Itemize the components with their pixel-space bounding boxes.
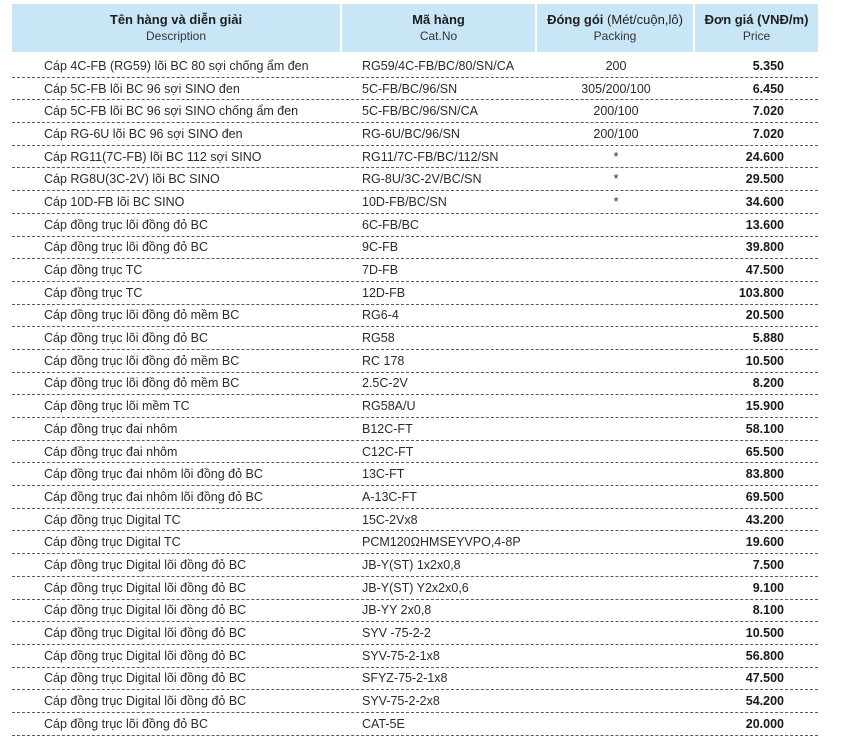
- description-cell: Cáp đồng trục lõi đồng đỏ mềm BC: [44, 308, 240, 323]
- header-packing: [537, 4, 695, 52]
- description-cell: Cáp đồng trục Digital lõi đồng đỏ BC: [44, 603, 247, 618]
- cat-no-cell: CAT-5E: [362, 716, 405, 731]
- cat-no-cell: RG58A/U: [362, 399, 416, 414]
- table-row: [12, 690, 818, 713]
- price-cell: 8.200: [752, 376, 784, 391]
- description-cell: Cáp đồng trục đai nhôm: [44, 444, 178, 459]
- price-cell: 24.600: [745, 149, 784, 164]
- table-row: [12, 259, 818, 282]
- description-cell: Cáp đồng trục lõi đồng đỏ BC: [44, 240, 208, 255]
- cat-no-cell: RG-8U/3C-2V/BC/SN: [362, 172, 482, 187]
- table-row: [12, 214, 818, 237]
- table-row: [12, 395, 818, 418]
- cat-no-cell: 2.5C-2V: [362, 376, 408, 391]
- description-cell: Cáp đồng trục lõi đồng đỏ BC: [44, 217, 208, 232]
- price-cell: 19.600: [745, 535, 784, 550]
- table-row: [12, 282, 818, 305]
- price-cell: 103.800: [738, 285, 784, 300]
- description-cell: Cáp đồng trục Digital TC: [44, 535, 181, 550]
- cat-no-cell: SYV-75-2-2x8: [362, 694, 440, 709]
- price-cell: 6.450: [752, 81, 784, 96]
- cat-no-cell: JB-YY 2x0,8: [362, 603, 432, 618]
- cat-no-cell: C12C-FT: [362, 444, 414, 459]
- table-row: [12, 622, 818, 645]
- cat-no-cell: RG6-4: [362, 308, 399, 323]
- cat-no-cell: SYV-75-2-1x8: [362, 648, 440, 663]
- header-cat-no: [342, 4, 537, 52]
- description-cell: Cáp đồng trục đai nhôm lõi đồng đỏ BC: [44, 489, 263, 504]
- price-cell: 34.600: [745, 194, 784, 209]
- cat-no-cell: RC 178: [362, 353, 405, 368]
- packing-cell: 200: [605, 58, 627, 73]
- price-cell: 20.500: [745, 308, 784, 323]
- table-row: [12, 645, 818, 668]
- table-header: [12, 4, 818, 52]
- description-cell: Cáp đồng trục đai nhôm lõi đồng đỏ BC: [44, 467, 263, 482]
- header-cat-no-title: Mã hàng: [412, 12, 465, 27]
- cat-no-cell: 5C-FB/BC/96/SN: [362, 81, 458, 96]
- table-row: [12, 305, 818, 328]
- table-row: [12, 146, 818, 169]
- price-cell: 39.800: [745, 240, 784, 255]
- cat-no-cell: SYV -75-2-2: [362, 626, 431, 641]
- table-row: [12, 531, 818, 554]
- table-row: [12, 123, 818, 146]
- description-cell: Cáp đồng trục Digital lõi đồng đỏ BC: [44, 557, 247, 572]
- price-cell: 9.100: [752, 580, 784, 595]
- table-row: [12, 418, 818, 441]
- price-cell: 20.000: [745, 716, 784, 731]
- header-packing-title-extra: (Mét/cuộn,lô): [603, 12, 683, 27]
- description-cell: Cáp RG-6U lõi BC 96 sợi SINO đen: [44, 126, 243, 141]
- price-cell: 15.900: [745, 399, 784, 414]
- price-cell: 65.500: [745, 444, 784, 459]
- description-cell: Cáp đồng trục Digital lõi đồng đỏ BC: [44, 648, 247, 663]
- price-cell: 13.600: [745, 217, 784, 232]
- table-row: [12, 509, 818, 532]
- header-packing-title-main: Đóng gói: [547, 12, 604, 27]
- header-packing-title: [547, 11, 683, 28]
- cat-no-cell: JB-Y(ST) 1x2x0,8: [362, 557, 461, 572]
- header-price-subtitle: Price: [742, 29, 771, 43]
- packing-cell: *: [613, 149, 619, 164]
- description-cell: Cáp 5C-FB lõi BC 96 sợi SINO chống ẩm đen: [44, 104, 299, 119]
- price-cell: 29.500: [745, 172, 784, 187]
- table-row: [12, 373, 818, 396]
- cat-no-cell: SFYZ-75-2-1x8: [362, 671, 448, 686]
- table-row: [12, 600, 818, 623]
- table-row: [12, 668, 818, 691]
- cat-no-cell: RG-6U/BC/96/SN: [362, 126, 460, 141]
- header-price: [695, 4, 818, 52]
- cat-no-cell: 5C-FB/BC/96/SN/CA: [362, 104, 479, 119]
- price-cell: 7.020: [752, 126, 784, 141]
- description-cell: Cáp 10D-FB lõi BC SINO: [44, 194, 185, 209]
- price-cell: 10.500: [745, 626, 784, 641]
- header-description-title: Tên hàng và diễn giải: [109, 12, 243, 27]
- price-cell: 10.500: [745, 353, 784, 368]
- header-price-title: Đơn giá (VNĐ/m): [704, 12, 809, 27]
- table-row: [12, 441, 818, 464]
- cat-no-cell: 10D-FB/BC/SN: [362, 194, 447, 209]
- description-cell: Cáp đồng trục TC: [44, 285, 143, 300]
- cat-no-cell: 15C-2Vx8: [362, 512, 418, 527]
- table-row: [12, 554, 818, 577]
- price-cell: 5.350: [752, 58, 784, 73]
- description-cell: Cáp đồng trục Digital lõi đồng đỏ BC: [44, 580, 247, 595]
- price-cell: 7.020: [752, 104, 784, 119]
- price-cell: 47.500: [745, 263, 784, 278]
- cat-no-cell: RG58: [362, 331, 395, 346]
- cat-no-cell: PCM120ΩHMSEYVPO,4-8P: [362, 535, 521, 550]
- header-description-subtitle: Description: [145, 29, 207, 43]
- cat-no-cell: RG59/4C-FB/BC/80/SN/CA: [362, 58, 515, 73]
- table-row: [12, 191, 818, 214]
- description-cell: Cáp đồng trục Digital lõi đồng đỏ BC: [44, 671, 247, 686]
- table-row: [12, 486, 818, 509]
- description-cell: Cáp đồng trục lõi đồng đỏ BC: [44, 331, 208, 346]
- table-row: [12, 100, 818, 123]
- packing-cell: *: [613, 194, 619, 209]
- price-cell: 43.200: [745, 512, 784, 527]
- table-row: [12, 55, 818, 78]
- header-description: [12, 4, 342, 52]
- description-cell: Cáp đồng trục lõi mềm TC: [44, 399, 190, 414]
- description-cell: Cáp RG8U(3C-2V) lõi BC SINO: [44, 172, 220, 187]
- packing-cell: 200/100: [593, 104, 639, 119]
- description-cell: Cáp đồng trục Digital lõi đồng đỏ BC: [44, 626, 247, 641]
- table-row: [12, 463, 818, 486]
- price-list-table: [12, 4, 818, 736]
- cat-no-cell: 13C-FT: [362, 467, 405, 482]
- table-body: [12, 55, 818, 736]
- price-cell: 7.500: [752, 557, 784, 572]
- packing-cell: 200/100: [593, 126, 639, 141]
- table-row: [12, 237, 818, 260]
- cat-no-cell: 7D-FB: [362, 263, 399, 278]
- cat-no-cell: 6C-FB/BC: [362, 217, 419, 232]
- price-cell: 54.200: [745, 694, 784, 709]
- cat-no-cell: 12D-FB: [362, 285, 406, 300]
- packing-cell: 305/200/100: [581, 81, 651, 96]
- description-cell: Cáp đồng trục TC: [44, 263, 143, 278]
- cat-no-cell: JB-Y(ST) Y2x2x0,6: [362, 580, 469, 595]
- table-row: [12, 350, 818, 373]
- price-cell: 58.100: [745, 421, 784, 436]
- cat-no-cell: 9C-FB: [362, 240, 399, 255]
- price-cell: 47.500: [745, 671, 784, 686]
- description-cell: Cáp RG11(7C-FB) lõi BC 112 sợi SINO: [44, 149, 262, 164]
- cat-no-cell: RG11/7C-FB/BC/112/SN: [362, 149, 499, 164]
- description-cell: Cáp đồng trục lõi đồng đỏ BC: [44, 716, 208, 731]
- price-cell: 5.880: [752, 331, 784, 346]
- table-row: [12, 577, 818, 600]
- table-row: [12, 78, 818, 101]
- price-cell: 56.800: [745, 648, 784, 663]
- header-cat-no-subtitle: Cat.No: [419, 29, 458, 43]
- description-cell: Cáp đồng trục lõi đồng đỏ mềm BC: [44, 376, 240, 391]
- description-cell: Cáp đồng trục Digital lõi đồng đỏ BC: [44, 694, 247, 709]
- header-packing-subtitle: Packing: [593, 29, 637, 43]
- description-cell: Cáp 5C-FB lõi BC 96 sợi SINO đen: [44, 81, 240, 96]
- cat-no-cell: A-13C-FT: [362, 489, 417, 504]
- price-cell: 8.100: [752, 603, 784, 618]
- packing-cell: *: [613, 172, 619, 187]
- price-cell: 83.800: [745, 467, 784, 482]
- price-cell: 69.500: [745, 489, 784, 504]
- description-cell: Cáp đồng trục đai nhôm: [44, 421, 178, 436]
- description-cell: Cáp đồng trục Digital TC: [44, 512, 181, 527]
- cat-no-cell: B12C-FT: [362, 421, 413, 436]
- table-row: [12, 168, 818, 191]
- table-row: [12, 713, 818, 736]
- description-cell: Cáp đồng trục lõi đồng đỏ mềm BC: [44, 353, 240, 368]
- description-cell: Cáp 4C-FB (RG59) lõi BC 80 sợi chống ẩm đen: [44, 58, 309, 73]
- table-row: [12, 327, 818, 350]
